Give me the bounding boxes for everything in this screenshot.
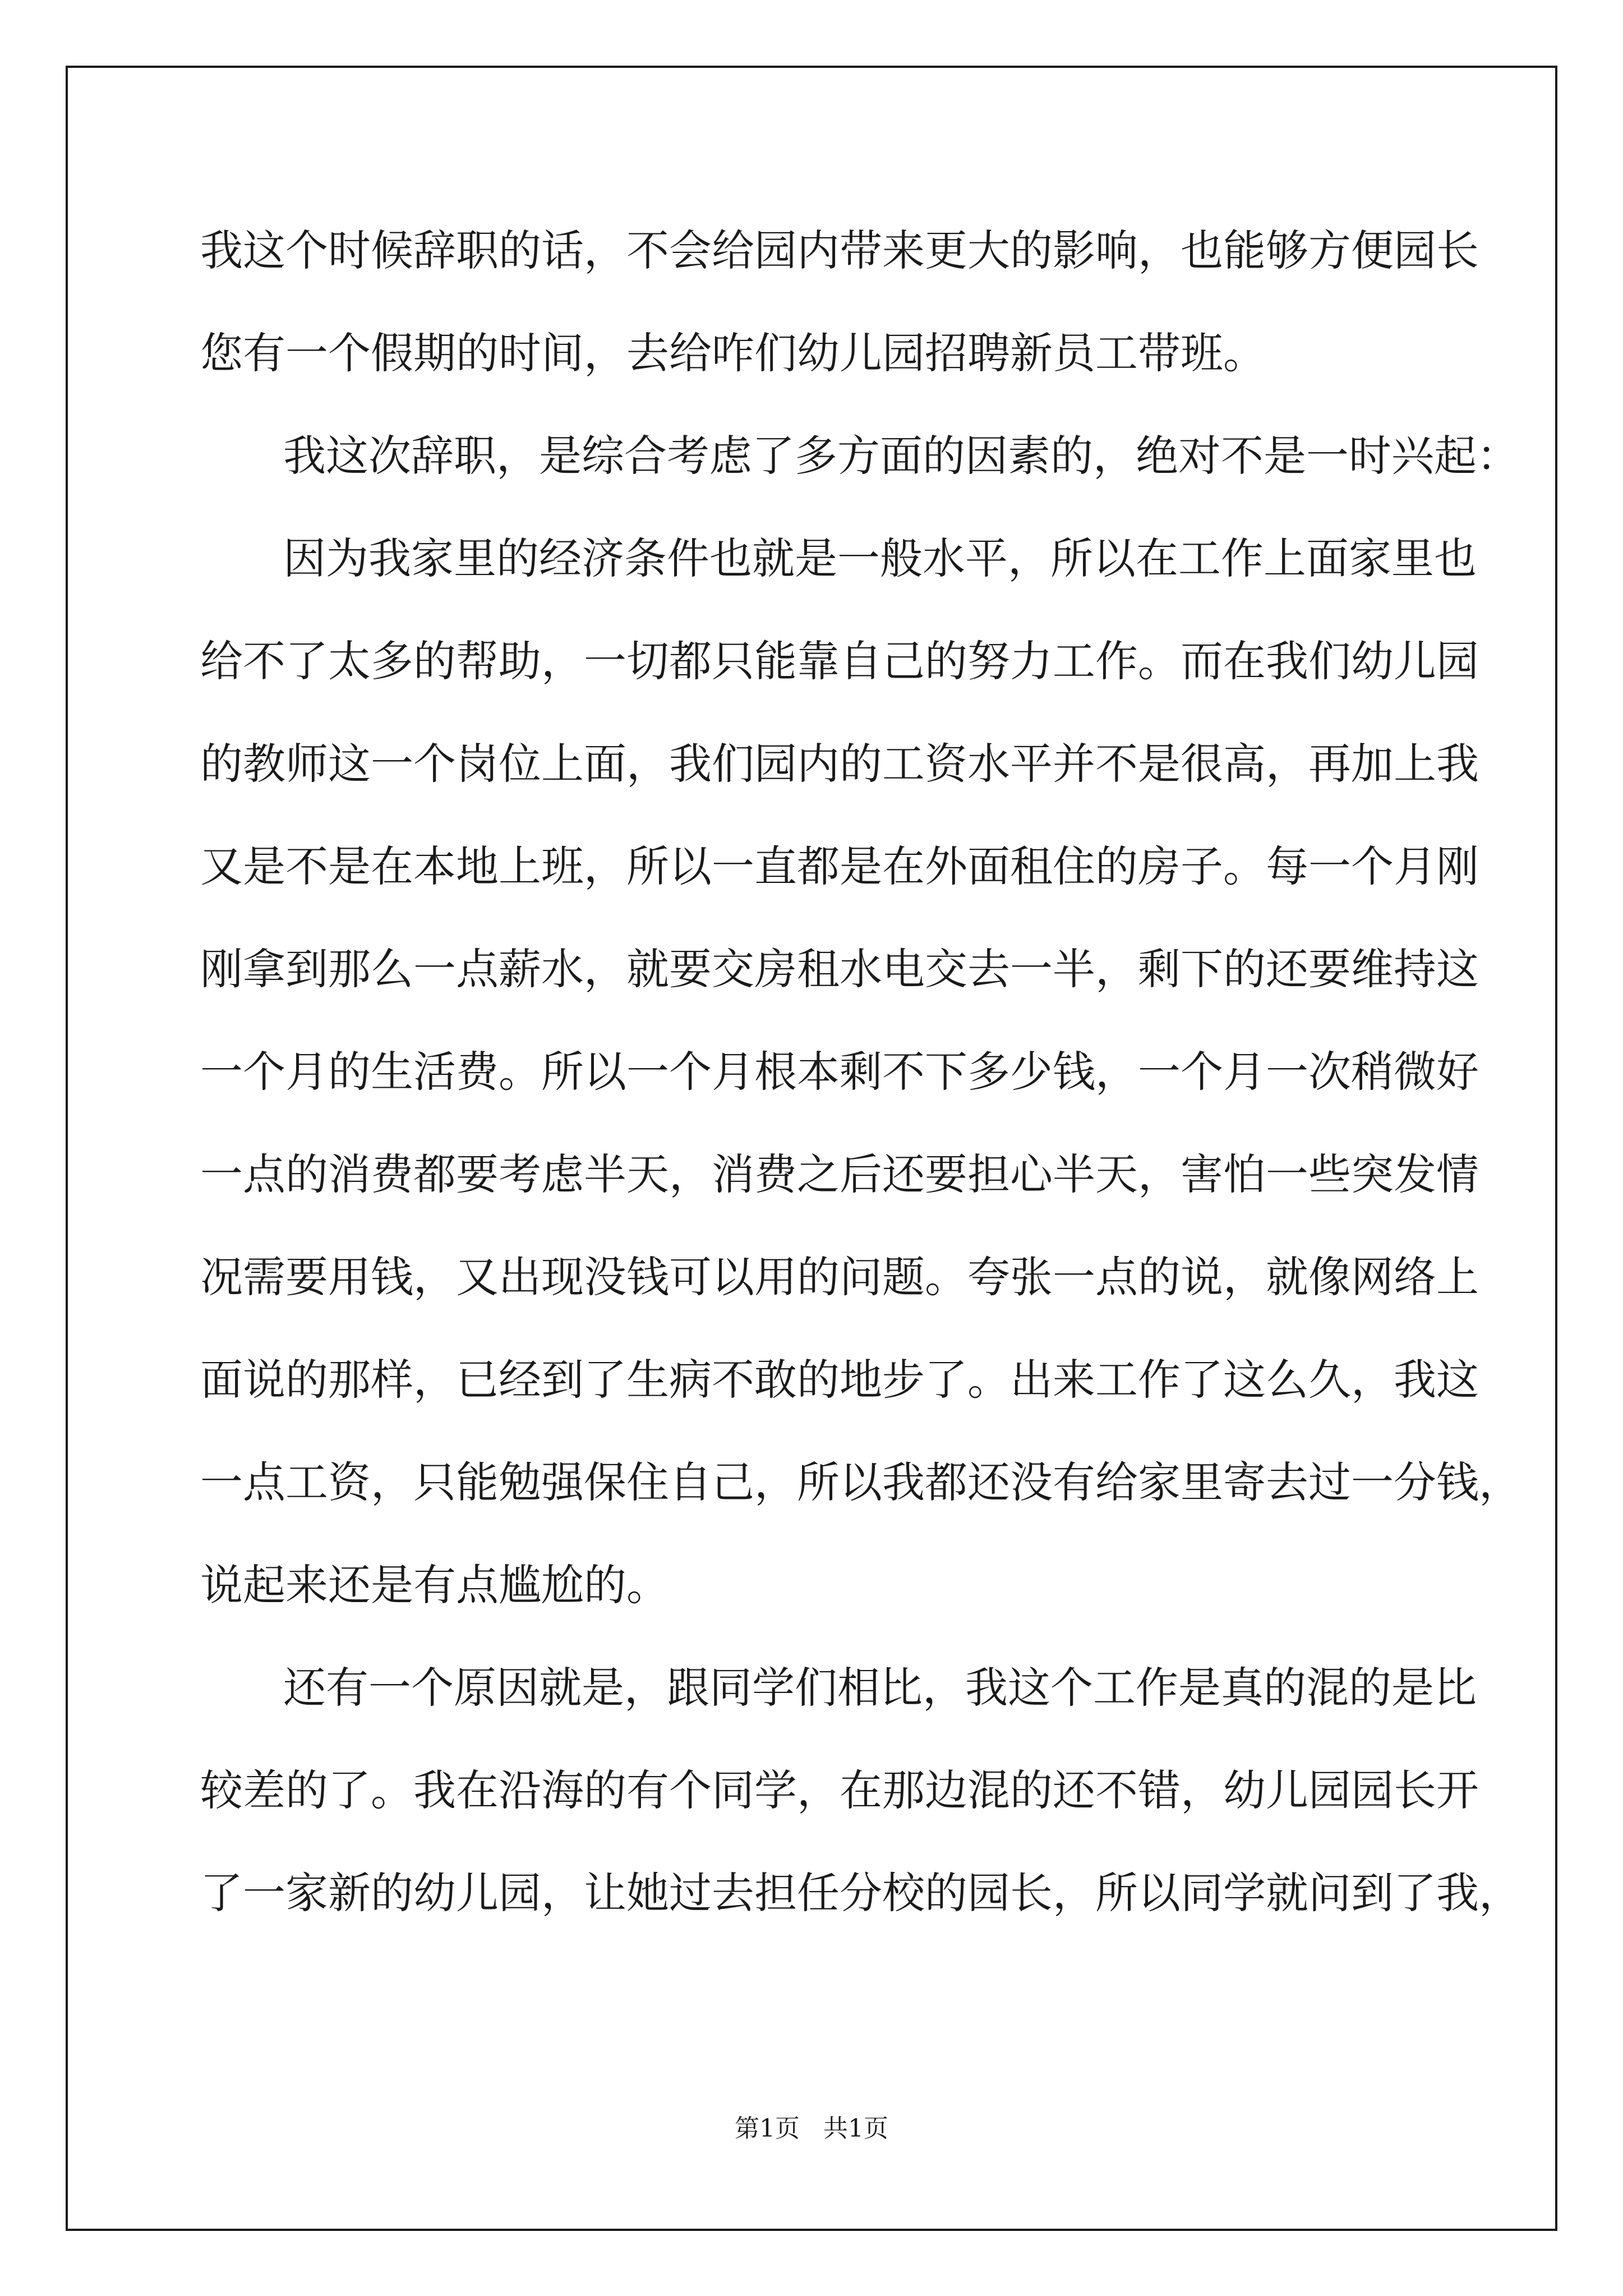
paragraph-3-line-3: 的教师这一个岗位上面，我们园内的工资水平并不是很高，再加上我: [200, 739, 1479, 789]
paragraph-3-line-1: 因为我家里的经济条件也就是一般水平，所以在工作上面家里也: [283, 533, 1477, 583]
paragraph-3-line-10: 一点工资，只能勉强保住自己，所以我都还没有给家里寄去过一分钱，: [200, 1457, 1521, 1507]
paragraph-4-line-3: 了一家新的幼儿园，让她过去担任分校的园长，所以同学就问到了我，: [200, 1868, 1521, 1918]
paragraph-3-line-11: 说起来还是有点尴尬的。: [200, 1560, 669, 1610]
paragraph-2-line-1: 我这次辞职，是综合考虑了多方面的因素的，绝对不是一时兴起：: [283, 431, 1519, 481]
paragraph-3-line-2: 给不了太多的帮助，一切都只能靠自己的努力工作。而在我们幼儿园: [200, 636, 1479, 686]
paragraph-3-line-8: 况需要用钱，又出现没钱可以用的问题。夸张一点的说，就像网络上: [200, 1252, 1479, 1302]
paragraph-1-line-2: 您有一个假期的时间，去给咋们幼儿园招聘新员工带班。: [200, 328, 1266, 378]
page-footer: 第1页 共1页: [735, 2114, 888, 2143]
paragraph-3-line-5: 刚拿到那么一点薪水，就要交房租水电交去一半，剩下的还要维持这: [200, 944, 1479, 994]
paragraph-4-line-2: 较差的了。我在沿海的有个同学，在那边混的还不错，幼儿园园长开: [200, 1765, 1479, 1815]
paragraph-3-line-9: 面说的那样，已经到了生病不敢的地步了。出来工作了这么久，我这: [200, 1355, 1479, 1405]
paragraph-4-line-1: 还有一个原因就是，跟同学们相比，我这个工作是真的混的是比: [283, 1663, 1477, 1713]
paragraph-3-line-6: 一个月的生活费。所以一个月根本剩不下多少钱，一个月一次稍微好: [200, 1047, 1479, 1097]
paragraph-3-line-4: 又是不是在本地上班，所以一直都是在外面租住的房子。每一个月刚: [200, 841, 1479, 891]
paragraph-1-line-1: 我这个时候辞职的话，不会给园内带来更大的影响，也能够方便园长: [200, 226, 1479, 275]
paragraph-3-line-7: 一点的消费都要考虑半天，消费之后还要担心半天，害怕一些突发情: [200, 1149, 1479, 1199]
